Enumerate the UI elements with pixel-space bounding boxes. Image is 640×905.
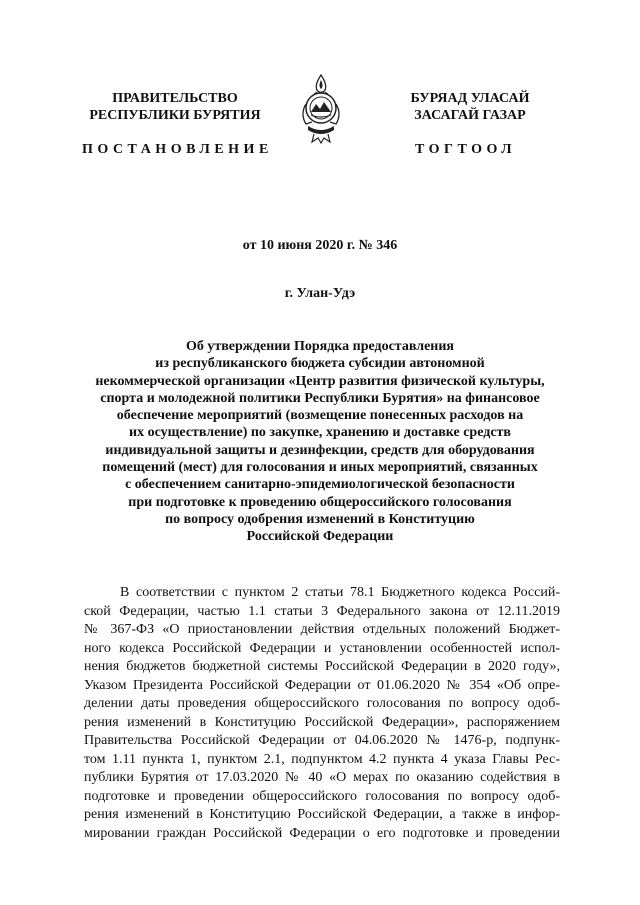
document-type-buryat: ТОГТООЛ bbox=[415, 142, 517, 157]
document-date-number: от 10 июня 2020 г. № 346 bbox=[242, 238, 398, 253]
body-line: Правительства Российской Федерации от 04.06.2020 № 1476-р, подпунк- bbox=[84, 733, 560, 748]
body-line: В соответствии с пунктом 2 статьи 78.1 Бюджетного кодекса Россий- bbox=[120, 585, 560, 600]
body-line: нения бюджетов бюджетной системы Российской Федерации в 2020 году», bbox=[84, 659, 560, 674]
government-name-buryat bbox=[355, 90, 585, 124]
title-line: помещений (мест) для голосования и иных мероприятий, связанных bbox=[102, 460, 538, 476]
title-line: спорта и молодежной политики Республики Бурятия» на финансовое bbox=[100, 390, 540, 406]
title-line: Об утверждении Порядка предоставления bbox=[185, 339, 455, 354]
body-line: ской Федерации, частью 1.1 статьи 3 Федерального закона от 12.11.2019 bbox=[84, 603, 560, 619]
title-line: с обеспечением санитарно-эпидемиологической безопасности bbox=[125, 477, 515, 493]
document-body bbox=[84, 584, 560, 843]
title-line: при подготовке к проведению общероссийского голосования bbox=[128, 494, 512, 510]
document-city: г. Улан-Удэ bbox=[284, 286, 356, 301]
title-line: некоммерческой организации «Центр развития физической культуры, bbox=[95, 373, 545, 389]
title-line: из республиканского бюджета субсидии автономной bbox=[155, 356, 485, 372]
body-line: делении даты проведения общероссийского голосования по вопросу одоб- bbox=[84, 696, 560, 711]
body-line: ного кодекса Российской Федерации и установлении особенностей испол- bbox=[84, 640, 560, 656]
body-line: рения изменений в Конституцию Российской Федерации, а также в инфор- bbox=[84, 807, 560, 822]
document-title bbox=[80, 338, 560, 546]
body-line: мировании граждан Российской Федерации о его подготовке и проведении bbox=[84, 825, 560, 841]
body-line: рения изменений в Конституцию Российской Федерации», распоряжением bbox=[84, 714, 560, 730]
title-line: Российской Федерации bbox=[246, 529, 394, 545]
title-line: их осуществление) по закупке, хранению и доставке средств bbox=[129, 425, 511, 441]
government-name-line: ПРАВИТЕЛЬСТВО bbox=[112, 91, 238, 106]
body-line: № 367-ФЗ «О приостановлении действия отдельных положений Бюджет- bbox=[84, 622, 560, 637]
body-line: Указом Президента Российской Федерации от 01.06.2020 № 354 «Об опре- bbox=[84, 677, 560, 693]
government-name-russian bbox=[60, 90, 290, 124]
title-line: обеспечение мероприятий (возмещение понесенных расходов на bbox=[116, 408, 524, 424]
body-line: публики Бурятия от 17.03.2020 № 40 «О мерах по оказанию содействия в bbox=[84, 770, 560, 785]
title-line: по вопросу одобрения изменений в Конституцию bbox=[165, 511, 475, 527]
coat-of-arms-buryatia-icon bbox=[298, 72, 344, 146]
document-type-russian: ПОСТАНОВЛЕНИЕ bbox=[82, 142, 273, 157]
government-name-line: ЗАСАГАЙ ГАЗАР bbox=[414, 108, 526, 123]
body-line: том 1.11 пункта 1, пунктом 2.1, подпунктом 4.2 пункта 4 указа Главы Рес- bbox=[84, 751, 560, 767]
government-name-line: РЕСПУБЛИКИ БУРЯТИЯ bbox=[89, 108, 261, 123]
body-line: подготовке и проведении общероссийского голосования по вопросу одоб- bbox=[84, 788, 560, 804]
government-name-line: БУРЯАД УЛАСАЙ bbox=[410, 91, 530, 106]
title-line: индивидуальной защиты и дезинфекции, средств для оборудования bbox=[105, 442, 535, 458]
